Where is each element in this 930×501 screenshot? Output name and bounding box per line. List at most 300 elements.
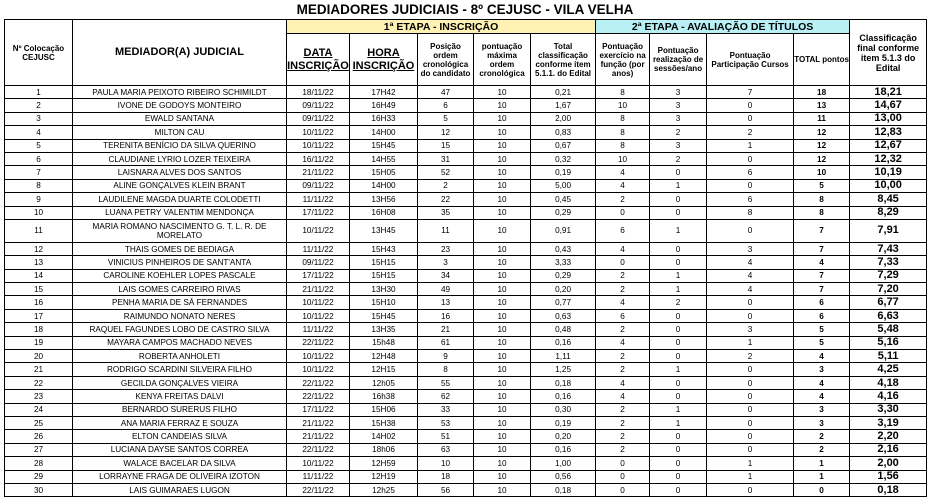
header-max-points: pontuação máxima ordem cronológica xyxy=(474,34,531,86)
cell-max-points: 10 xyxy=(474,166,531,179)
cell-date: 11/11/22 xyxy=(287,470,350,483)
cell-date: 10/11/22 xyxy=(287,296,350,309)
cell-final: 12,67 xyxy=(850,139,927,152)
cell-max-points: 10 xyxy=(474,457,531,470)
cell-final: 7,33 xyxy=(850,256,927,269)
cell-final: 1,56 xyxy=(850,470,927,483)
cell-total-points: 3 xyxy=(794,403,850,416)
cell-total-class: 0,16 xyxy=(531,390,596,403)
table-row xyxy=(5,126,927,139)
cell-num: 28 xyxy=(5,457,73,470)
cell-final: 2,00 xyxy=(850,457,927,470)
cell-time: 15H05 xyxy=(350,166,418,179)
cell-final: 2,20 xyxy=(850,430,927,443)
cell-total-class: 0,43 xyxy=(531,242,596,255)
cell-total-points: 4 xyxy=(794,350,850,363)
cell-total-class: 0,83 xyxy=(531,126,596,139)
cell-position: 55 xyxy=(418,376,474,389)
cell-name: MAYARA CAMPOS MACHADO NEVES xyxy=(73,336,287,349)
cell-time: 12H48 xyxy=(350,350,418,363)
cell-max-points: 10 xyxy=(474,242,531,255)
cell-total-points: 13 xyxy=(794,99,850,112)
cell-sessions: 3 xyxy=(650,99,707,112)
cell-total-class: 0,19 xyxy=(531,166,596,179)
cell-total-points: 12 xyxy=(794,139,850,152)
cell-num: 13 xyxy=(5,256,73,269)
cell-time: 12h05 xyxy=(350,376,418,389)
cell-position: 6 xyxy=(418,99,474,112)
cell-final: 8,29 xyxy=(850,206,927,219)
cell-exercise: 2 xyxy=(596,416,650,429)
header-date: DATA INSCRIÇÃO xyxy=(287,34,350,86)
cell-position: 12 xyxy=(418,126,474,139)
cell-date: 22/11/22 xyxy=(287,390,350,403)
cell-sessions: 0 xyxy=(650,430,707,443)
cell-exercise: 2 xyxy=(596,430,650,443)
cell-exercise: 2 xyxy=(596,323,650,336)
cell-total-class: 0,32 xyxy=(531,152,596,165)
cell-time: 16h38 xyxy=(350,390,418,403)
cell-date: 09/11/22 xyxy=(287,112,350,125)
cell-position: 21 xyxy=(418,323,474,336)
cell-name: RODRIGO SCARDINI SILVEIRA FILHO xyxy=(73,363,287,376)
table-row xyxy=(5,443,927,456)
cell-courses: 1 xyxy=(707,457,794,470)
cell-courses: 0 xyxy=(707,443,794,456)
cell-position: 56 xyxy=(418,483,474,496)
cell-name: RAQUEL FAGUNDES LOBO DE CASTRO SILVA xyxy=(73,323,287,336)
cell-total-points: 6 xyxy=(794,296,850,309)
cell-max-points: 10 xyxy=(474,219,531,242)
cell-courses: 1 xyxy=(707,139,794,152)
cell-num: 25 xyxy=(5,416,73,429)
cell-exercise: 0 xyxy=(596,470,650,483)
cell-sessions: 2 xyxy=(650,152,707,165)
cell-exercise: 8 xyxy=(596,86,650,99)
cell-num: 15 xyxy=(5,283,73,296)
cell-date: 11/11/22 xyxy=(287,323,350,336)
table-row xyxy=(5,376,927,389)
cell-max-points: 10 xyxy=(474,430,531,443)
stage1-header: 1ª ETAPA - INSCRIÇÃO xyxy=(287,20,596,34)
cell-num: 9 xyxy=(5,193,73,206)
cell-num: 6 xyxy=(5,152,73,165)
cell-sessions: 1 xyxy=(650,219,707,242)
cell-courses: 0 xyxy=(707,179,794,192)
cell-total-class: 0,63 xyxy=(531,309,596,322)
cell-final: 3,30 xyxy=(850,403,927,416)
cell-max-points: 10 xyxy=(474,179,531,192)
cell-num: 4 xyxy=(5,126,73,139)
table-row xyxy=(5,112,927,125)
cell-position: 10 xyxy=(418,457,474,470)
cell-max-points: 10 xyxy=(474,269,531,282)
cell-exercise: 2 xyxy=(596,403,650,416)
cell-sessions: 1 xyxy=(650,269,707,282)
cell-courses: 6 xyxy=(707,166,794,179)
cell-position: 13 xyxy=(418,296,474,309)
cell-time: 12H19 xyxy=(350,470,418,483)
cell-total-class: 0,30 xyxy=(531,403,596,416)
cell-max-points: 10 xyxy=(474,283,531,296)
cell-name: CLAUDIANE LYRIO LOZER TEIXEIRA xyxy=(73,152,287,165)
cell-exercise: 0 xyxy=(596,206,650,219)
cell-total-points: 1 xyxy=(794,470,850,483)
cell-total-class: 0,29 xyxy=(531,206,596,219)
cell-max-points: 10 xyxy=(474,376,531,389)
cell-name: ELTON CANDEIAS SILVA xyxy=(73,430,287,443)
cell-final: 12,83 xyxy=(850,126,927,139)
table-body xyxy=(5,86,927,497)
cell-sessions: 3 xyxy=(650,86,707,99)
table-row xyxy=(5,193,927,206)
cell-max-points: 10 xyxy=(474,206,531,219)
cell-date: 09/11/22 xyxy=(287,99,350,112)
cell-final: 7,20 xyxy=(850,283,927,296)
cell-courses: 0 xyxy=(707,112,794,125)
cell-num: 1 xyxy=(5,86,73,99)
cell-courses: 0 xyxy=(707,296,794,309)
cell-exercise: 2 xyxy=(596,193,650,206)
cell-final: 3,19 xyxy=(850,416,927,429)
cell-courses: 8 xyxy=(707,206,794,219)
cell-exercise: 0 xyxy=(596,483,650,496)
table-row xyxy=(5,309,927,322)
cell-sessions: 0 xyxy=(650,193,707,206)
cell-time: 13H35 xyxy=(350,323,418,336)
cell-total-class: 0,21 xyxy=(531,86,596,99)
cell-total-points: 11 xyxy=(794,112,850,125)
cell-sessions: 2 xyxy=(650,126,707,139)
cell-time: 14H55 xyxy=(350,152,418,165)
cell-date: 10/11/22 xyxy=(287,309,350,322)
cell-final: 4,18 xyxy=(850,376,927,389)
table-row xyxy=(5,99,927,112)
cell-name: KENYA FREITAS DALVI xyxy=(73,390,287,403)
cell-position: 16 xyxy=(418,309,474,322)
cell-date: 11/11/22 xyxy=(287,242,350,255)
cell-final: 7,29 xyxy=(850,269,927,282)
header-sessions: Pontuação realização de sessões/ano xyxy=(650,34,707,86)
cell-sessions: 0 xyxy=(650,457,707,470)
header-exercise: Pontuação exercício na função (por anos) xyxy=(596,34,650,86)
cell-max-points: 10 xyxy=(474,99,531,112)
cell-final: 18,21 xyxy=(850,86,927,99)
cell-time: 14H00 xyxy=(350,179,418,192)
cell-sessions: 0 xyxy=(650,206,707,219)
cell-exercise: 4 xyxy=(596,336,650,349)
cell-total-points: 3 xyxy=(794,363,850,376)
cell-sessions: 0 xyxy=(650,166,707,179)
cell-name: RAIMUNDO NONATO NERES xyxy=(73,309,287,322)
cell-final: 4,16 xyxy=(850,390,927,403)
cell-num: 23 xyxy=(5,390,73,403)
cell-time: 16H08 xyxy=(350,206,418,219)
cell-position: 49 xyxy=(418,283,474,296)
table-row xyxy=(5,86,927,99)
cell-max-points: 10 xyxy=(474,363,531,376)
cell-sessions: 0 xyxy=(650,256,707,269)
header-final: Classificação final conforme item 5.1.3 do Edital xyxy=(850,20,927,86)
cell-name: TERENITA BENÍCIO DA SILVA QUERINO xyxy=(73,139,287,152)
cell-time: 16H49 xyxy=(350,99,418,112)
cell-num: 11 xyxy=(5,219,73,242)
cell-position: 23 xyxy=(418,242,474,255)
cell-courses: 0 xyxy=(707,416,794,429)
cell-exercise: 0 xyxy=(596,457,650,470)
cell-name: CAROLINE KOEHLER LOPES PASCALE xyxy=(73,269,287,282)
cell-max-points: 10 xyxy=(474,403,531,416)
cell-total-points: 3 xyxy=(794,416,850,429)
cell-courses: 0 xyxy=(707,376,794,389)
cell-num: 22 xyxy=(5,376,73,389)
cell-sessions: 0 xyxy=(650,376,707,389)
cell-total-class: 1,11 xyxy=(531,350,596,363)
cell-courses: 0 xyxy=(707,403,794,416)
cell-max-points: 10 xyxy=(474,296,531,309)
cell-name: LAISNARA ALVES DOS SANTOS xyxy=(73,166,287,179)
cell-time: 12H59 xyxy=(350,457,418,470)
cell-name: MILTON CAU xyxy=(73,126,287,139)
cell-total-points: 5 xyxy=(794,323,850,336)
cell-position: 34 xyxy=(418,269,474,282)
cell-total-points: 18 xyxy=(794,86,850,99)
cell-time: 12h25 xyxy=(350,483,418,496)
cell-exercise: 0 xyxy=(596,256,650,269)
cell-max-points: 10 xyxy=(474,256,531,269)
cell-num: 19 xyxy=(5,336,73,349)
cell-courses: 1 xyxy=(707,336,794,349)
cell-courses: 0 xyxy=(707,483,794,496)
cell-name: GECILDA GONÇALVES VIEIRA xyxy=(73,376,287,389)
cell-sessions: 3 xyxy=(650,112,707,125)
cell-final: 8,45 xyxy=(850,193,927,206)
cell-name: LAIS GUIMARAES LUGON xyxy=(73,483,287,496)
cell-final: 7,43 xyxy=(850,242,927,255)
cell-position: 5 xyxy=(418,112,474,125)
cell-num: 18 xyxy=(5,323,73,336)
cell-date: 10/11/22 xyxy=(287,126,350,139)
cell-max-points: 10 xyxy=(474,470,531,483)
cell-name: PAULA MARIA PEIXOTO RIBEIRO SCHIMILDT xyxy=(73,86,287,99)
table-row xyxy=(5,323,927,336)
cell-total-points: 8 xyxy=(794,193,850,206)
cell-total-class: 0,77 xyxy=(531,296,596,309)
cell-sessions: 1 xyxy=(650,363,707,376)
cell-sessions: 1 xyxy=(650,179,707,192)
cell-time: 14H00 xyxy=(350,126,418,139)
cell-time: 13H56 xyxy=(350,193,418,206)
cell-exercise: 2 xyxy=(596,269,650,282)
cell-total-points: 10 xyxy=(794,166,850,179)
table-row xyxy=(5,403,927,416)
cell-date: 10/11/22 xyxy=(287,139,350,152)
cell-name: ANA MARIA FERRAZ E SOUZA xyxy=(73,416,287,429)
cell-num: 20 xyxy=(5,350,73,363)
cell-num: 27 xyxy=(5,443,73,456)
cell-max-points: 10 xyxy=(474,112,531,125)
table-row xyxy=(5,242,927,255)
cell-max-points: 10 xyxy=(474,350,531,363)
cell-total-points: 7 xyxy=(794,242,850,255)
cell-time: 15H45 xyxy=(350,309,418,322)
cell-name: LUANA PETRY VALENTIM MENDONÇA xyxy=(73,206,287,219)
cell-time: 14H02 xyxy=(350,430,418,443)
cell-total-class: 0,56 xyxy=(531,470,596,483)
cell-num: 7 xyxy=(5,166,73,179)
cell-final: 4,25 xyxy=(850,363,927,376)
table-row xyxy=(5,269,927,282)
cell-total-class: 0,19 xyxy=(531,416,596,429)
cell-date: 10/11/22 xyxy=(287,219,350,242)
cell-time: 16H33 xyxy=(350,112,418,125)
cell-name: IVONE DE GODOYS MONTEIRO xyxy=(73,99,287,112)
cell-total-class: 0,20 xyxy=(531,430,596,443)
cell-sessions: 1 xyxy=(650,283,707,296)
cell-name: LAIS GOMES CARREIRO RIVAS xyxy=(73,283,287,296)
cell-position: 33 xyxy=(418,403,474,416)
table-row xyxy=(5,152,927,165)
cell-date: 16/11/22 xyxy=(287,152,350,165)
cell-time: 13H45 xyxy=(350,219,418,242)
cell-time: 17H42 xyxy=(350,86,418,99)
cell-sessions: 0 xyxy=(650,242,707,255)
cell-position: 11 xyxy=(418,219,474,242)
table-row xyxy=(5,256,927,269)
cell-courses: 0 xyxy=(707,363,794,376)
table-row xyxy=(5,336,927,349)
cell-name: ALINE GONÇALVES KLEIN BRANT xyxy=(73,179,287,192)
cell-num: 30 xyxy=(5,483,73,496)
cell-final: 14,67 xyxy=(850,99,927,112)
cell-total-points: 7 xyxy=(794,269,850,282)
cell-total-points: 2 xyxy=(794,443,850,456)
cell-position: 51 xyxy=(418,430,474,443)
cell-date: 09/11/22 xyxy=(287,256,350,269)
cell-num: 8 xyxy=(5,179,73,192)
cell-final: 10,19 xyxy=(850,166,927,179)
cell-time: 12H15 xyxy=(350,363,418,376)
cell-name: VINICIUS PINHEIROS DE SANT'ANTA xyxy=(73,256,287,269)
cell-max-points: 10 xyxy=(474,126,531,139)
cell-final: 7,91 xyxy=(850,219,927,242)
cell-final: 2,16 xyxy=(850,443,927,456)
cell-exercise: 10 xyxy=(596,99,650,112)
mediators-table xyxy=(4,19,927,497)
page-title: MEDIADORES JUDICIAIS - 8º CEJUSC - VILA VELHA xyxy=(296,2,634,17)
cell-max-points: 10 xyxy=(474,443,531,456)
table-row xyxy=(5,350,927,363)
cell-total-class: 0,18 xyxy=(531,376,596,389)
cell-courses: 3 xyxy=(707,242,794,255)
cell-exercise: 4 xyxy=(596,390,650,403)
cell-name: LAUDILENE MAGDA DUARTE COLODETTI xyxy=(73,193,287,206)
cell-sessions: 0 xyxy=(650,323,707,336)
header-name: MEDIADOR(A) JUDICIAL xyxy=(73,20,287,86)
cell-courses: 4 xyxy=(707,256,794,269)
cell-num: 24 xyxy=(5,403,73,416)
cell-final: 13,00 xyxy=(850,112,927,125)
cell-total-class: 0,48 xyxy=(531,323,596,336)
cell-exercise: 8 xyxy=(596,112,650,125)
cell-final: 10,00 xyxy=(850,179,927,192)
cell-num: 12 xyxy=(5,242,73,255)
cell-name: LORRAYNE FRAGA DE OLIVEIRA IZOTON xyxy=(73,470,287,483)
cell-total-points: 0 xyxy=(794,483,850,496)
cell-max-points: 10 xyxy=(474,390,531,403)
cell-sessions: 2 xyxy=(650,296,707,309)
cell-date: 09/11/22 xyxy=(287,179,350,192)
cell-max-points: 10 xyxy=(474,139,531,152)
cell-position: 62 xyxy=(418,390,474,403)
cell-total-points: 7 xyxy=(794,219,850,242)
cell-date: 10/11/22 xyxy=(287,363,350,376)
cell-total-class: 0,20 xyxy=(531,283,596,296)
cell-total-class: 0,29 xyxy=(531,269,596,282)
cell-exercise: 2 xyxy=(596,350,650,363)
table-row xyxy=(5,219,927,242)
cell-position: 52 xyxy=(418,166,474,179)
cell-num: 3 xyxy=(5,112,73,125)
cell-sessions: 1 xyxy=(650,403,707,416)
cell-date: 22/11/22 xyxy=(287,443,350,456)
cell-final: 5,48 xyxy=(850,323,927,336)
table-row xyxy=(5,206,927,219)
cell-total-class: 5,00 xyxy=(531,179,596,192)
cell-position: 35 xyxy=(418,206,474,219)
cell-date: 17/11/22 xyxy=(287,206,350,219)
cell-total-points: 4 xyxy=(794,390,850,403)
cell-exercise: 2 xyxy=(596,443,650,456)
cell-name: WALACE BACELAR DA SILVA xyxy=(73,457,287,470)
cell-exercise: 4 xyxy=(596,166,650,179)
header-num: Nº Colocação CEJUSC xyxy=(5,20,73,86)
cell-position: 2 xyxy=(418,179,474,192)
cell-num: 17 xyxy=(5,309,73,322)
cell-num: 16 xyxy=(5,296,73,309)
cell-courses: 0 xyxy=(707,309,794,322)
cell-max-points: 10 xyxy=(474,323,531,336)
cell-total-points: 2 xyxy=(794,430,850,443)
cell-total-points: 4 xyxy=(794,256,850,269)
cell-max-points: 10 xyxy=(474,193,531,206)
cell-courses: 2 xyxy=(707,126,794,139)
cell-sessions: 1 xyxy=(650,416,707,429)
cell-name: THAIS GOMES DE BEDIAGA xyxy=(73,242,287,255)
cell-name: BERNARDO SURERUS FILHO xyxy=(73,403,287,416)
cell-time: 15H10 xyxy=(350,296,418,309)
cell-date: 21/11/22 xyxy=(287,416,350,429)
cell-time: 15H15 xyxy=(350,269,418,282)
cell-sessions: 0 xyxy=(650,470,707,483)
cell-total-points: 4 xyxy=(794,376,850,389)
cell-courses: 0 xyxy=(707,219,794,242)
header-courses: Pontuação Participação Cursos xyxy=(707,34,794,86)
cell-total-points: 12 xyxy=(794,152,850,165)
cell-date: 22/11/22 xyxy=(287,483,350,496)
cell-sessions: 0 xyxy=(650,309,707,322)
cell-total-class: 0,16 xyxy=(531,336,596,349)
cell-total-points: 12 xyxy=(794,126,850,139)
cell-name: ROBERTA ANHOLETI xyxy=(73,350,287,363)
table-row xyxy=(5,457,927,470)
cell-sessions: 0 xyxy=(650,443,707,456)
cell-date: 11/11/22 xyxy=(287,193,350,206)
cell-date: 17/11/22 xyxy=(287,403,350,416)
cell-time: 15h48 xyxy=(350,336,418,349)
cell-time: 15H06 xyxy=(350,403,418,416)
header-total-class: Total classificação conforme item 5.1.1. do Edital xyxy=(531,34,596,86)
